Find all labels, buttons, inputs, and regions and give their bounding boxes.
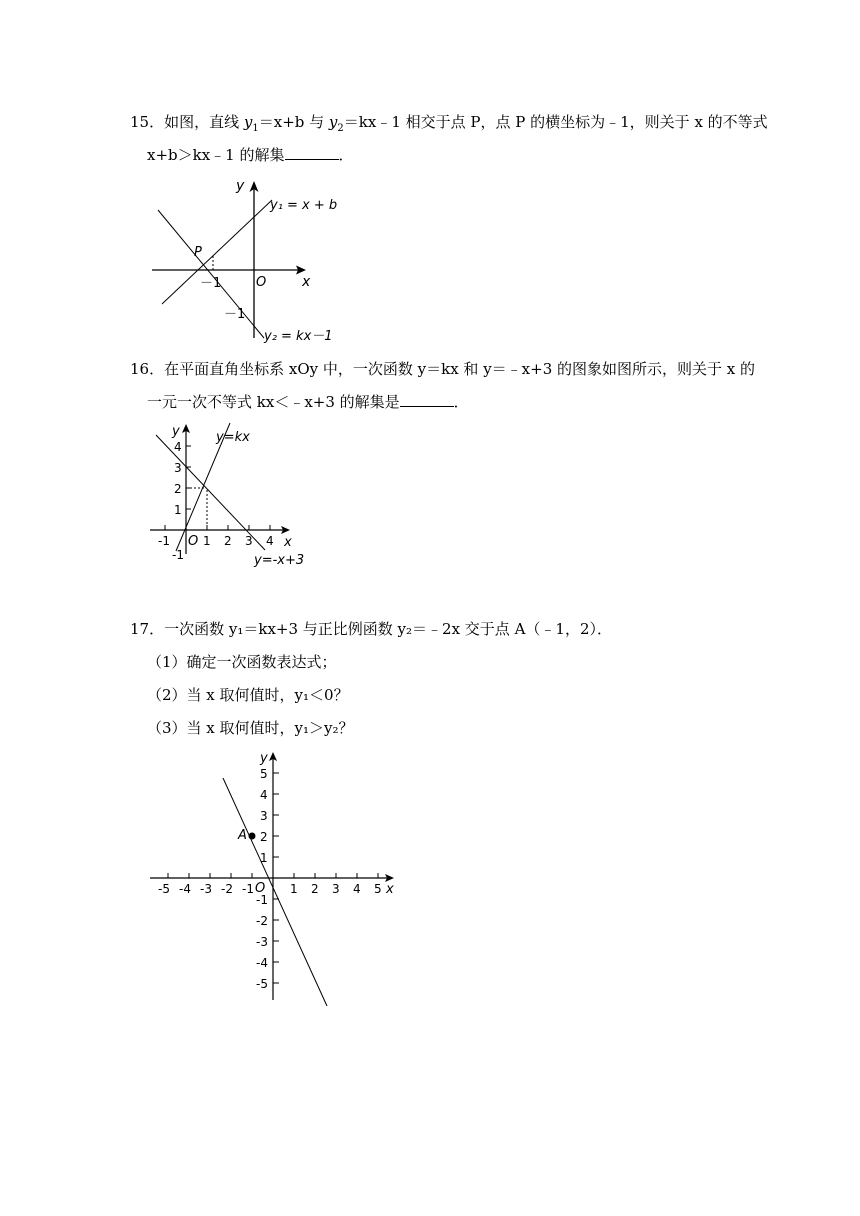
q17-ytick: -4	[256, 956, 268, 970]
q16-ytick-1: 1	[174, 503, 182, 517]
q15-figure	[148, 176, 358, 346]
q15-line2-label: y₂ = kx－1	[264, 329, 333, 344]
q15-y-axis-label: y	[236, 178, 245, 194]
q15-neg1-x-label: －1	[200, 276, 222, 291]
q15-point-label: P	[194, 245, 202, 260]
q16-x-axis-label: x	[284, 535, 292, 550]
q17-ytick: -3	[256, 935, 268, 949]
q16-xtick-2: 2	[224, 534, 232, 548]
q15-number: 15．	[130, 113, 165, 131]
q15-origin-label: O	[256, 275, 267, 290]
q17-figure	[148, 748, 408, 1013]
q16-ytick-4: 4	[174, 440, 182, 454]
q17-xtick: 1	[290, 882, 298, 896]
q16-kx-label: y=kx	[216, 430, 250, 445]
q16-ytick-3: 3	[174, 461, 182, 475]
q17-xtick: 5	[374, 882, 382, 896]
q17-sub3: （3）当 x 取何值时，y₁＞y₂？	[147, 719, 354, 737]
q17-ytick: 3	[260, 809, 268, 823]
answer-blank	[285, 145, 339, 160]
q17-line1: 17．一次函数 y₁＝kx+3 与正比例函数 y₂＝﹣2x 交于点 A（﹣1，2）．	[130, 620, 612, 638]
q17-ytick: 4	[260, 788, 268, 802]
q16-line2: 一元一次不等式 kx＜﹣x+3 的解集是 ．	[147, 393, 469, 411]
q15-line1-label: y₁ = x + b	[270, 198, 338, 213]
q17-ytick: 2	[260, 830, 268, 844]
q16-line-label: y=-x+3	[254, 553, 305, 568]
q17-ytick: -5	[256, 977, 268, 991]
q16-number: 16．	[130, 360, 165, 378]
q16-xtick-neg1: -1	[158, 534, 170, 548]
q17-ytick: -1	[256, 893, 268, 907]
q17-ytick: -2	[256, 914, 268, 928]
q16-xtick-1: 1	[203, 534, 211, 548]
q15-line1: 15．如图，直线 $y_1=x+b$ 与 $y_2=kx﹣1$ 相交于点 P，点 P 的横坐标为﹣1，则关于 x 的不等式	[130, 113, 768, 134]
q16-xtick-3: 3	[245, 534, 253, 548]
q17-sub1: （1）确定一次函数表达式；	[147, 653, 337, 671]
q15-line2: x+b＞kx﹣1 的解集 ．	[147, 146, 354, 164]
q17-point-label: A	[238, 828, 247, 843]
answer-blank	[400, 392, 454, 407]
q16-line1: 16．在平面直角坐标系 xOy 中，一次函数 y＝kx 和 y＝﹣x+3 的图象如图所示，则关于 x 的	[130, 360, 756, 378]
q17-number: 17．	[130, 620, 165, 638]
q16-xtick-4: 4	[266, 534, 274, 548]
q17-ytick: 5	[260, 767, 268, 781]
q17-x-axis-label: x	[386, 882, 394, 897]
q17-xtick: 2	[311, 882, 319, 896]
q16-figure	[144, 420, 314, 570]
q17-xtick: -3	[200, 882, 212, 896]
q17-xtick: 4	[353, 882, 361, 896]
q16-ytick-2: 2	[174, 482, 182, 496]
q16-origin-label: O	[188, 534, 199, 549]
q17-y-axis-label: y	[260, 751, 268, 766]
q17-sub2: （2）当 x 取何值时，y₁＜0？	[147, 686, 349, 704]
q17-xtick: -1	[242, 882, 254, 896]
q17-xtick: 3	[332, 882, 340, 896]
q16-y-axis-label: y	[172, 424, 180, 439]
q17-ytick: 1	[260, 851, 268, 865]
q15-x-axis-label: x	[302, 274, 311, 290]
q15-neg1-y-label: －1	[224, 307, 246, 322]
q17-xtick: -5	[158, 882, 170, 896]
q17-xtick: -2	[221, 882, 233, 896]
q16-ytick-neg1: -1	[172, 548, 184, 562]
q17-xtick: -4	[179, 882, 191, 896]
q17-origin-label: O	[255, 881, 266, 896]
